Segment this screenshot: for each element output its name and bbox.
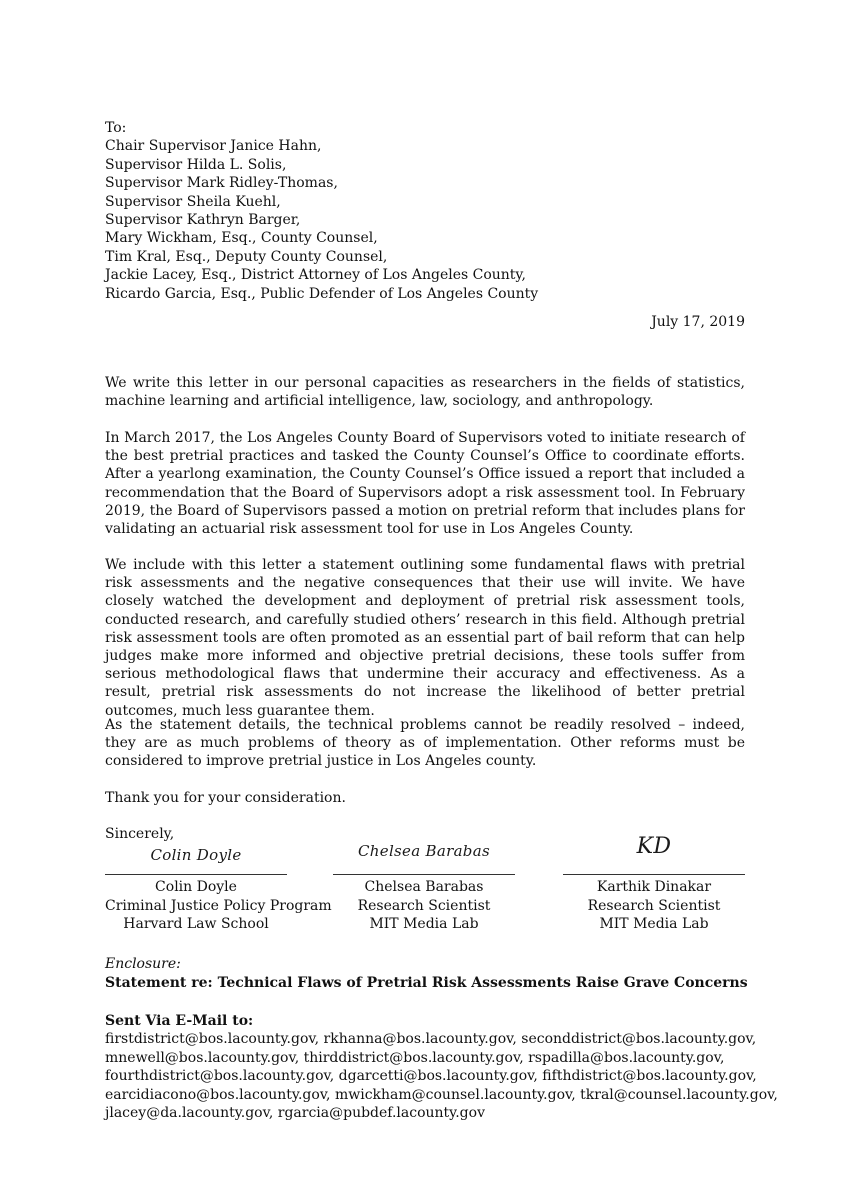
signer-institution: MIT Media Lab [369,916,479,932]
signature-rule [105,874,287,875]
signature-rule [333,874,515,875]
signer-institution: Harvard Law School [123,916,269,932]
closing: Sincerely, [105,826,175,842]
email-line: earcidiacono@bos.lacounty.gov, mwickham@counsel.lacounty.gov, tkral@counsel.lacounty.gov, [105,1086,778,1103]
recipient-line: Mary Wickham, Esq., County Counsel, [105,230,378,247]
recipient-line: Chair Supervisor Janice Hahn, [105,138,322,155]
recipient-line: Supervisor Sheila Kuehl, [105,193,281,210]
signer-title: Research Scientist [357,897,491,914]
recipient-block [105,119,745,303]
body-paragraph-1: We write this letter in our personal capacities as researchers in the fields of statistics, machine learning and artificial intelligence, law, sociology, and anthropology. [105,375,745,410]
enclosure-block [105,955,748,992]
enclosure-label: Enclosure: [105,956,181,972]
recipient-line: Supervisor Mark Ridley-Thomas, [105,175,338,192]
body-paragraph-3: We include with this letter a statement outlining some fundamental flaws with pretrial risk assessments and the negative consequences that their use will invite. We have closely watched the development and deployment of pretrial risk assessment tools, conducted research, and carefully studied others’ research in this field. Although pretrial risk assessment tools are often promoted as an essential part of bail reform that can help judges make more informed and objective pretrial decisions, these tools suffer from serious methodological flaws that undermine their accuracy and effectiveness. As a result, pretrial risk assessments do not increase the likelihood of better pretrial outcomes, much less guarantee them. [105,557,745,719]
signer-name: Colin Doyle [155,879,237,895]
email-line: jlacey@da.lacounty.gov, rgarcia@pubdef.lacounty.gov [105,1105,485,1122]
email-line: fourthdistrict@bos.lacounty.gov, dgarcetti@bos.lacounty.gov, fifthdistrict@bos.lacounty.gov, [105,1068,757,1085]
signature-dinakar: KD [636,834,672,859]
recipient-line: Ricardo Garcia, Esq., Public Defender of Los Angeles County [105,285,539,302]
signature-rule [563,874,745,875]
signer-name: Karthik Dinakar [596,879,712,895]
signature-block-barabas [333,838,515,934]
signer-institution: MIT Media Lab [599,916,709,932]
signer-affiliation: Criminal Justice Policy Program [105,897,332,914]
body-paragraph-4: As the statement details, the technical problems cannot be readily resolved – indeed, they are as much problems of theory as of implementation. Other reforms must be considered to improve pretrial justice in Los Angeles county. [105,717,745,770]
signature-block-dinakar [563,834,745,934]
email-recipients-block [105,1012,778,1122]
signer-title: Research Scientist [587,897,721,914]
enclosure-title: Statement re: Technical Flaws of Pretrial Risk Assessments Raise Grave Concerns [105,974,748,991]
recipient-line: Tim Kral, Esq., Deputy County Counsel, [105,248,388,265]
recipient-line: Jackie Lacey, Esq., District Attorney of Los Angeles County, [105,267,526,284]
email-line: firstdistrict@bos.lacounty.gov, rkhanna@bos.lacounty.gov, seconddistrict@bos.lacounty.gov, [105,1031,757,1048]
signature-block-doyle [105,838,332,934]
sent-label: Sent Via E-Mail to: [105,1013,254,1029]
signature-doyle: Colin Doyle [150,846,242,864]
email-line: mnewell@bos.lacounty.gov, thirddistrict@bos.lacounty.gov, rspadilla@bos.lacounty.gov, [105,1049,725,1066]
signature-barabas: Chelsea Barabas [358,842,490,860]
letter-date: July 17, 2019 [651,314,745,330]
recipient-header: To: [105,120,127,136]
recipient-line: Supervisor Kathryn Barger, [105,212,301,229]
thank-you-line: Thank you for your consideration. [105,790,346,806]
recipient-line: Supervisor Hilda L. Solis, [105,156,287,173]
signer-name: Chelsea Barabas [364,879,484,895]
body-paragraph-2: In March 2017, the Los Angeles County Board of Supervisors voted to initiate research of the best pretrial practices and tasked the County Counsel’s Office to coordinate efforts. After a yearlong examination, the County Counsel’s Office issued a report that included a recommendation that the Board of Supervisors adopt a risk assessment tool. In February 2019, the Board of Supervisors passed a motion on pretrial reform that includes plans for validating an actuarial risk assessment tool for use in Los Angeles County. [105,430,745,538]
